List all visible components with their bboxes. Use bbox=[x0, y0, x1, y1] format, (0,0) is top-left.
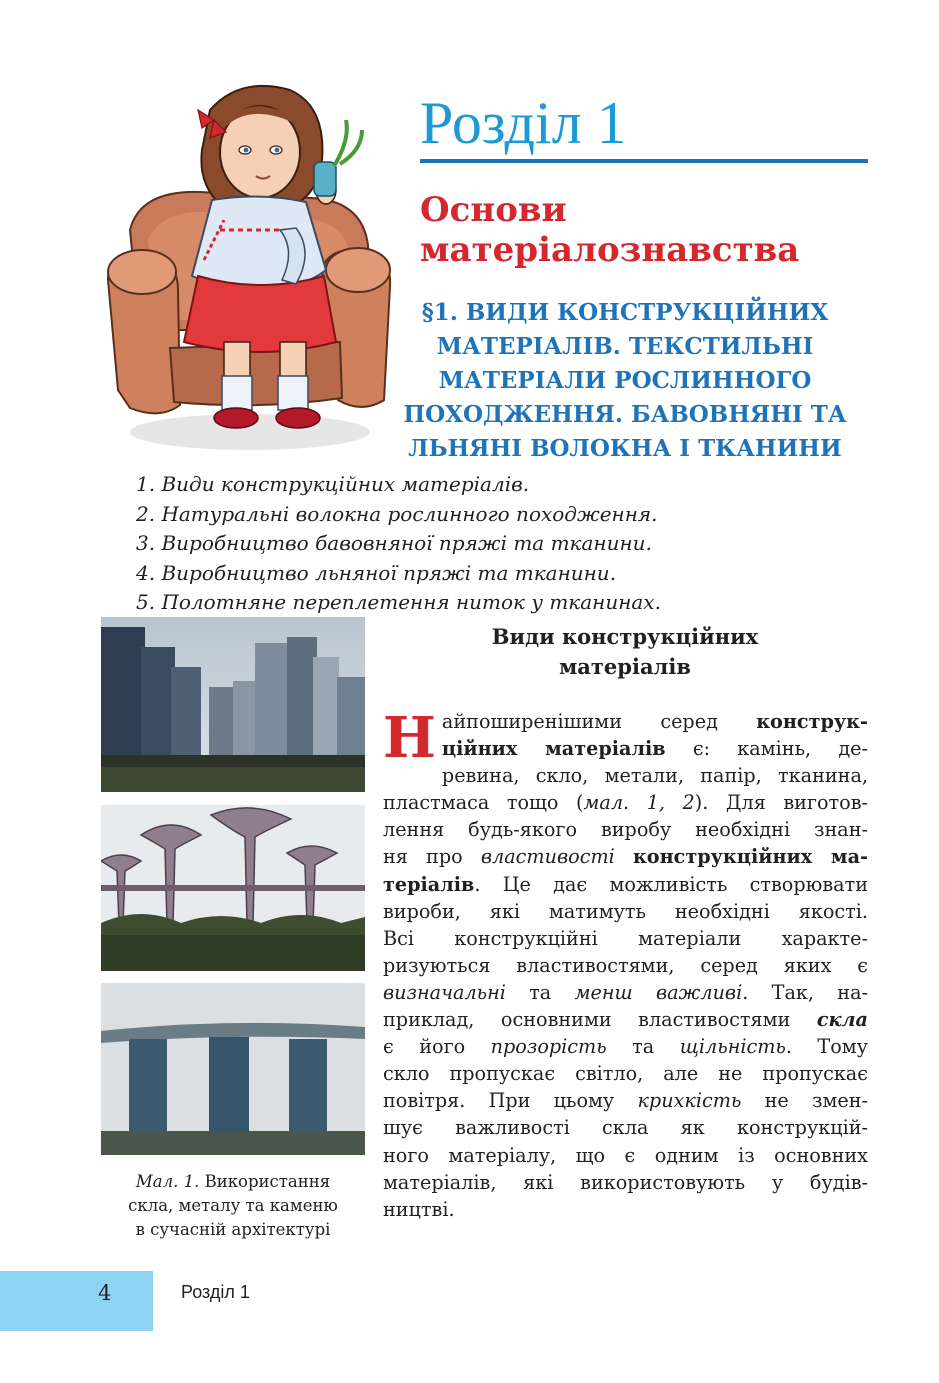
body-line: шує важливості скла як конструкцій- bbox=[383, 1116, 868, 1140]
body-line: лення будь-якого виробу необхідні знан- bbox=[383, 818, 868, 842]
body-line: є його прозорість та щільність. Тому bbox=[383, 1035, 868, 1059]
body-line: визначальні та менш важливі. Так, на- bbox=[383, 980, 868, 1004]
body-line: повітря. При цьому крихкість не змен- bbox=[383, 1089, 868, 1113]
lesson-outline bbox=[136, 470, 661, 618]
marina-bay-sands-photo bbox=[101, 983, 365, 1155]
outline-item: 5. Полотняне переплетення ниток у тканинах. bbox=[136, 590, 661, 614]
body-line: ня про властивості конструкційних ма- bbox=[383, 845, 868, 869]
body-line: теріалів. Це дає можливість створювати bbox=[383, 872, 868, 896]
outline-item: 2. Натуральні волокна рослинного походження. bbox=[136, 501, 658, 526]
caption-line: в сучасній архітектурі bbox=[135, 1220, 331, 1239]
paragraph-title-line: §1. ВИДИ КОНСТРУКЦІЙНИХ bbox=[421, 299, 829, 326]
chapter-title bbox=[420, 190, 880, 270]
paragraph-title-line: МАТЕРІАЛИ РОСЛИННОГО bbox=[438, 367, 812, 394]
chapter-title-line: Основи bbox=[420, 190, 567, 230]
body-line: ційних матеріалів є: камінь, де- bbox=[441, 737, 868, 761]
paragraph-title-line: ПОХОДЖЕННЯ. БАВОВНЯНІ ТА bbox=[403, 401, 847, 428]
body-line: матеріалів, які використовують у будів- bbox=[383, 1170, 868, 1194]
figure-caption bbox=[101, 1170, 365, 1242]
supertrees-photo bbox=[101, 805, 365, 971]
outline-item: 1. Види конструкційних матеріалів. bbox=[136, 472, 530, 496]
caption-line bbox=[101, 1170, 365, 1194]
body-line: пластмаса тощо (мал. 1, 2). Для виготов- bbox=[383, 791, 868, 815]
skyscrapers-photo bbox=[101, 617, 365, 792]
outline-item: 4. Виробництво льняної пряжі та тканини. bbox=[136, 560, 617, 585]
section-title: Розділ 1 bbox=[420, 90, 627, 156]
body-line: ризуються властивостями, серед яких є bbox=[383, 953, 868, 977]
title-rule bbox=[420, 159, 868, 163]
body-line: ревина, скло, метали, папір, тканина, bbox=[441, 764, 868, 788]
paragraph-title-line: МАТЕРІАЛІВ. ТЕКСТИЛЬНІ bbox=[436, 333, 814, 360]
body-line: скло пропускає світло, але не пропускає bbox=[383, 1062, 868, 1086]
chapter-title-line: матеріалознавства bbox=[420, 230, 800, 270]
subheading-line: матеріалів bbox=[559, 654, 691, 679]
page-number-box bbox=[0, 1271, 153, 1331]
body-line: вироби, які матимуть необхідні якості. bbox=[383, 899, 868, 923]
body-line: ного матеріалу, що є одним із основних bbox=[383, 1143, 868, 1167]
running-title: Розділ 1 bbox=[181, 1282, 250, 1302]
paragraph-title bbox=[380, 296, 870, 466]
paragraph-title-line: ЛЬНЯНІ ВОЛОКНА І ТКАНИНИ bbox=[408, 435, 842, 462]
outline-item: 3. Виробництво бавовняної пряжі та тканини. bbox=[136, 531, 652, 555]
subheading-line: Види конструкційних bbox=[491, 624, 759, 649]
page-number: 4 bbox=[98, 1281, 112, 1305]
caption-line: скла, металу та каменю bbox=[128, 1196, 338, 1215]
body-line: айпоширенішими серед конструк- bbox=[441, 710, 868, 733]
body-line: Всі конструкційні матеріали характе- bbox=[383, 926, 868, 950]
drop-cap: Н bbox=[383, 705, 436, 771]
subheading bbox=[420, 622, 830, 682]
body-line: приклад, основними властивостями скла bbox=[383, 1008, 868, 1032]
girl-in-armchair-illustration bbox=[100, 80, 400, 460]
caption-text: Використання bbox=[199, 1172, 331, 1191]
body-text bbox=[383, 705, 868, 1223]
caption-label: Мал. 1. bbox=[135, 1172, 200, 1191]
body-line: ництві. bbox=[383, 1197, 455, 1221]
